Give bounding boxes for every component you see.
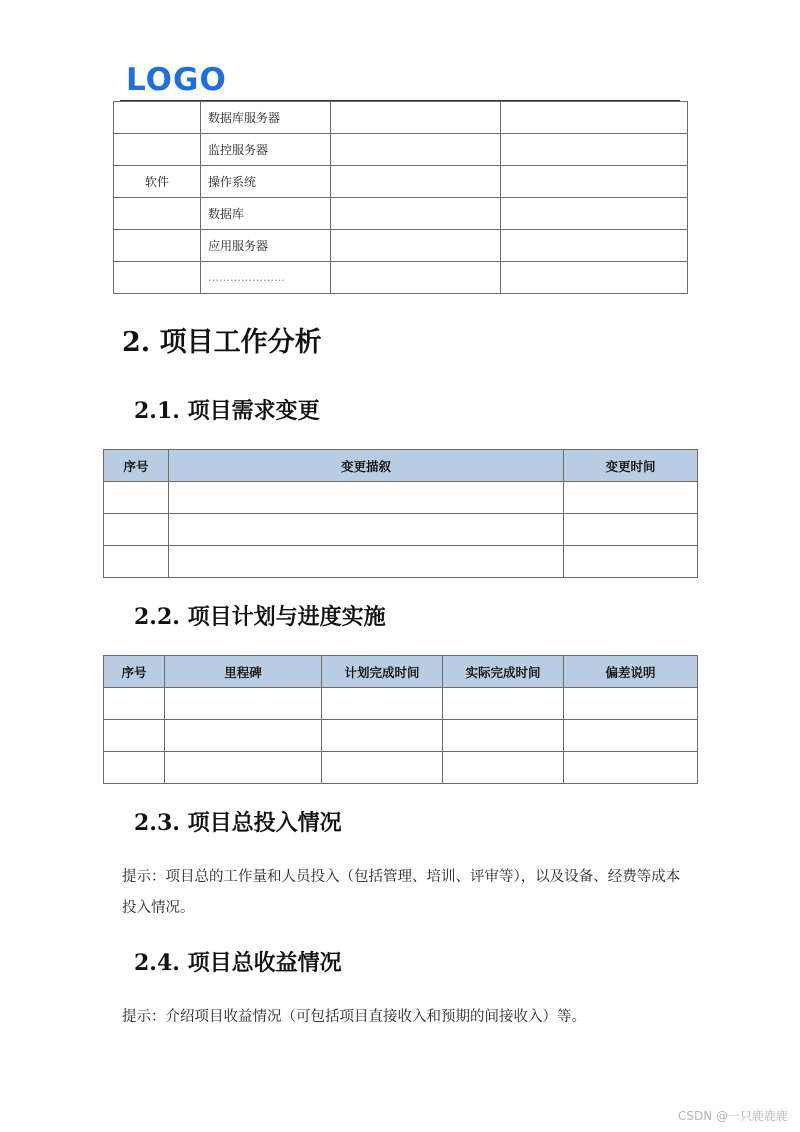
change-table	[103, 449, 698, 578]
software-category-label: 软件	[114, 166, 201, 198]
table-cell	[165, 688, 322, 720]
subsection-heading: 2.4. 项目总收益情况	[134, 950, 342, 976]
table-header-row	[104, 450, 698, 482]
table-cell	[331, 198, 501, 230]
table-row	[114, 102, 688, 134]
table-row	[114, 262, 688, 294]
software-item-label: 监控服务器	[201, 134, 331, 166]
table-cell	[114, 230, 201, 262]
table-cell	[501, 102, 688, 134]
table-cell	[501, 198, 688, 230]
table-cell	[169, 482, 564, 514]
table-cell	[114, 262, 201, 294]
table-cell	[443, 688, 564, 720]
table-row	[104, 688, 698, 720]
table-cell	[331, 102, 501, 134]
table-cell	[564, 752, 698, 784]
table-cell	[104, 514, 169, 546]
table-cell	[104, 752, 165, 784]
table-row	[114, 198, 688, 230]
table-row	[104, 752, 698, 784]
table-cell	[331, 262, 501, 294]
plan-table	[103, 655, 698, 784]
column-header: 变更描叙	[169, 450, 564, 482]
software-item-label: 数据库	[201, 198, 331, 230]
software-item-label: 数据库服务器	[201, 102, 331, 134]
table-cell	[501, 166, 688, 198]
table-cell	[564, 688, 698, 720]
table-cell	[169, 546, 564, 578]
table-cell	[114, 134, 201, 166]
table-cell	[104, 720, 165, 752]
table-cell	[331, 166, 501, 198]
column-header: 序号	[104, 450, 169, 482]
table-cell	[104, 546, 169, 578]
column-header: 里程碑	[165, 656, 322, 688]
table-cell	[114, 198, 201, 230]
table-cell	[564, 720, 698, 752]
table-cell	[322, 720, 443, 752]
table-cell	[564, 514, 698, 546]
table-cell	[501, 262, 688, 294]
column-header: 计划完成时间	[322, 656, 443, 688]
table-cell	[114, 102, 201, 134]
logo: LOGO	[126, 62, 227, 98]
table-cell	[564, 482, 698, 514]
table-cell	[501, 134, 688, 166]
table-cell	[322, 688, 443, 720]
hint-paragraph: 提示：项目总的工作量和人员投入（包括管理、培训、评审等），以及设备、经费等成本投入情况。	[122, 869, 681, 916]
hint-paragraph: 提示：介绍项目收益情况（可包括项目直接收入和预期的间接收入）等。	[122, 1009, 586, 1025]
table-cell	[331, 230, 501, 262]
column-header: 序号	[104, 656, 165, 688]
table-cell	[169, 514, 564, 546]
subsection-heading: 2.3. 项目总投入情况	[134, 810, 342, 836]
table-row	[114, 134, 688, 166]
watermark: CSDN @一只鹿鹿鹿	[677, 1109, 788, 1123]
column-header: 变更时间	[564, 450, 698, 482]
column-header: 偏差说明	[564, 656, 698, 688]
table-cell	[443, 752, 564, 784]
subsection-heading: 2.1. 项目需求变更	[134, 398, 320, 424]
table-row	[104, 482, 698, 514]
table-cell	[104, 688, 165, 720]
column-header: 实际完成时间	[443, 656, 564, 688]
table-cell	[165, 720, 322, 752]
table-cell	[165, 752, 322, 784]
software-item-placeholder: …………………	[201, 262, 331, 294]
table-row	[114, 230, 688, 262]
subsection-heading: 2.2. 项目计划与进度实施	[134, 604, 386, 630]
table-cell	[322, 752, 443, 784]
software-item-label: 应用服务器	[201, 230, 331, 262]
software-item-label: 操作系统	[201, 166, 331, 198]
table-row	[114, 166, 688, 198]
table-cell	[564, 546, 698, 578]
table-header-row	[104, 656, 698, 688]
table-row	[104, 514, 698, 546]
software-table	[113, 101, 688, 294]
table-cell	[104, 482, 169, 514]
section-heading: 2. 项目工作分析	[122, 327, 322, 358]
table-cell	[501, 230, 688, 262]
table-row	[104, 720, 698, 752]
table-row	[104, 546, 698, 578]
table-cell	[331, 134, 501, 166]
table-cell	[443, 720, 564, 752]
